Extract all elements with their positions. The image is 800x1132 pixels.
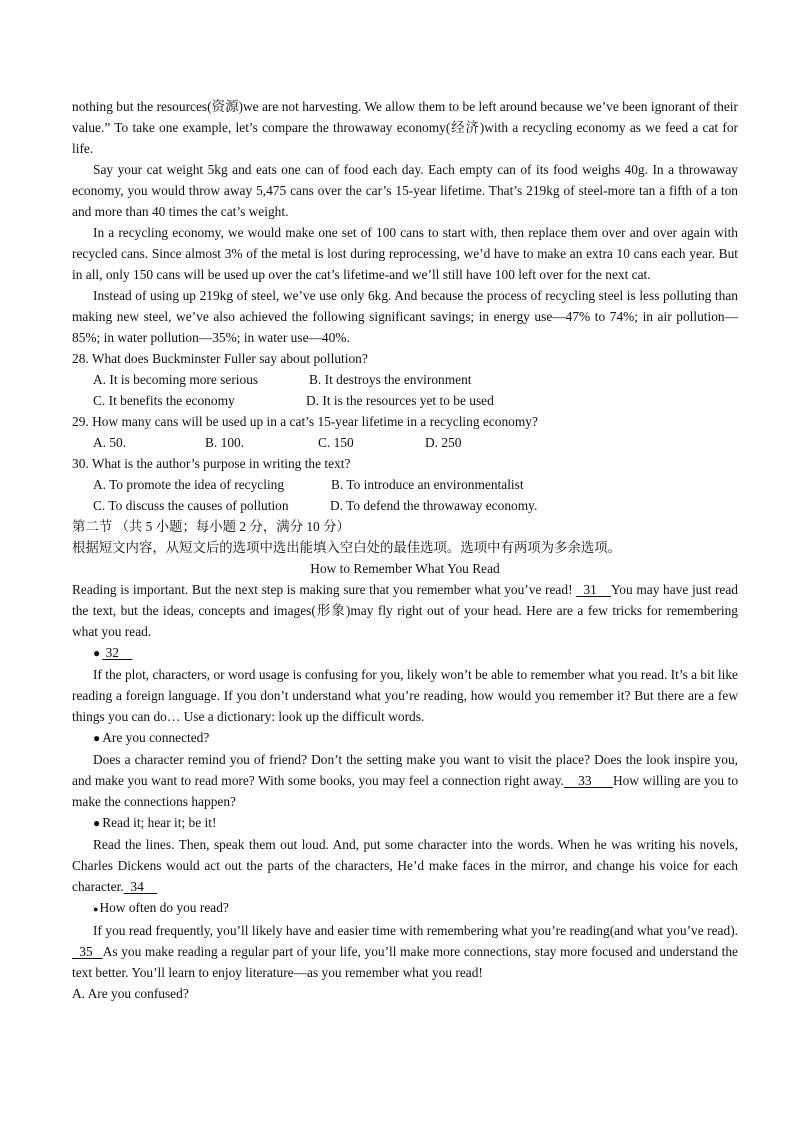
often-text-b: As you make reading a regular part of your life, you’ll make more connections, stay more focused and understand the text better. You’ll learn to enjoy literature—as you remember what you read! — [72, 944, 738, 980]
option-c: C. It benefits the economy — [93, 393, 235, 408]
bullet-heading-32 — [72, 642, 738, 664]
blank-number: 33 — [578, 773, 592, 788]
blank-34 — [124, 879, 157, 894]
question-stem: 30. What is the author’s purpose in writing the text? — [72, 456, 351, 471]
option-row — [72, 474, 738, 495]
passage-paragraph: In a recycling economy, we would make one set of 100 cans to start with, then replace them over and over again with recycled cans. Since almost 3% of the metal is lost during reprocessing, we’d have to make an extra 10 cans each year. But in all, only 150 cans will be used up over the cat’s lifetime-and we’ll still have 100 left over for the next cat. — [72, 225, 738, 282]
connected-text-b: How willing are you to make the connections happen? — [72, 773, 739, 809]
intro-text-a: Reading is important. But the next step is making sure that you remember what you’ve read! — [72, 582, 577, 597]
bullet-icon: ● — [93, 816, 101, 830]
paragraph-often — [72, 920, 738, 983]
passage-paragraph: Say your cat weight 5kg and eats one can of food each day. Each empty can of its food weighs 40g. In a throwaway economy, you would throw away 5,475 cans over the car’s 15-year lifetime. That’s 219kg of steel-more tan a fifth of a ton and more than 40 times the cat’s weight. — [72, 162, 738, 219]
read-text-a: Read the lines. Then, speak them out loud. And, put some character into the words. When he was writing his novels, Charles Dickens would act out the parts of the characters, He’d make faces in the mirror, and change his voice for each character. — [72, 837, 738, 894]
bullet-icon: ● — [93, 646, 101, 660]
blank-number: 31 — [583, 582, 597, 597]
option-row — [72, 390, 738, 411]
blank-31 — [576, 582, 611, 597]
bullet-heading-read — [72, 812, 738, 834]
intro-paragraph — [72, 579, 738, 642]
option-d: D. It is the resources yet to be used — [306, 393, 494, 408]
passage-paragraph: Instead of using up 219kg of steel, we’ve use only 6kg. And because the process of recycling steel is less polluting than making new steel, we’ve also achieved the following significant savings; in energy use—47% to 74%; in air pollution—85%; in water pollution—35%; in water use—40%. — [72, 288, 738, 345]
passage-paragraph: nothing but the resources(资源)we are not harvesting. We allow them to be left around because we’ve been ignorant of their value.” To take one example, let’s compare the throwaway economy(经济)with a recycling economy as we feed a cat for life. — [72, 99, 738, 156]
bullet-icon: ● — [93, 904, 99, 914]
bullet-heading-often — [72, 897, 738, 920]
option-row — [72, 495, 738, 516]
blank-number: 32 — [105, 645, 119, 660]
option-a: A. To promote the idea of recycling — [93, 477, 285, 492]
option-a: A. It is becoming more serious — [93, 372, 259, 387]
option-a: A. 50. — [93, 435, 127, 450]
paragraph-confused: If the plot, characters, or word usage is confusing for you, likely won’t be able to remember what you read. It’s a bit like reading a foreign language. If you don’t understand what you’re reading, how would you remember it? But there are a few things you can do… Use a dictionary: look up the difficult words. — [72, 667, 738, 724]
bullet-text: Are you connected? — [102, 730, 210, 745]
blank-35 — [72, 944, 103, 959]
question-stem: 28. What does Buckminster Fuller say about pollution? — [72, 351, 368, 366]
blank-number: 34 — [130, 879, 144, 894]
passage-title: How to Remember What You Read — [310, 561, 500, 576]
option-row — [72, 369, 738, 390]
document-page — [72, 96, 738, 1004]
option-row — [72, 432, 738, 453]
paragraph-connected — [72, 749, 738, 812]
question-29 — [72, 411, 738, 453]
bullet-icon: ● — [93, 731, 101, 745]
option-b: B. 100. — [205, 435, 245, 450]
question-30 — [72, 453, 738, 516]
section-heading: 第二节 （共 5 小题；每小题 2 分，满分 10 分） — [72, 519, 350, 534]
bullet-heading-connected — [72, 727, 738, 749]
section-instruction: 根据短文内容，从短文后的选项中选出能填入空白处的最佳选项。选项中有两项为多余选项。 — [72, 540, 622, 555]
bullet-text: How often do you read? — [99, 900, 229, 915]
intro-text-b: You may have just read the text, but the ideas, concepts and images(形象)may fly right out of your head. Here are a few tricks for remembering what you read. — [72, 582, 738, 639]
option-b: B. It destroys the environment — [309, 372, 472, 387]
connected-text-a: Does a character remind you of friend? Don’t the setting make you want to visit the place? Does the look inspire you, and make you want to read more? With some books, you may feel a connection right away. — [72, 752, 738, 788]
option-d: D. To defend the throwaway economy. — [330, 498, 538, 513]
blank-32 — [102, 645, 132, 660]
option-c: C. 150 — [318, 435, 354, 450]
option-d: D. 250 — [425, 435, 462, 450]
answer-option-a: A. Are you confused? — [72, 986, 189, 1001]
bullet-text: Read it; hear it; be it! — [102, 815, 217, 830]
option-c: C. To discuss the causes of pollution — [93, 498, 289, 513]
blank-33 — [564, 773, 613, 788]
paragraph-read — [72, 834, 738, 897]
blank-number: 35 — [79, 944, 93, 959]
question-28 — [72, 348, 738, 411]
option-b: B. To introduce an environmentalist — [331, 477, 524, 492]
often-text-a: If you read frequently, you’ll likely have and easier time with remembering what you’re reading(and what you’ve read). — [93, 923, 738, 938]
question-stem: 29. How many cans will be used up in a cat’s 15-year lifetime in a recycling economy? — [72, 414, 538, 429]
